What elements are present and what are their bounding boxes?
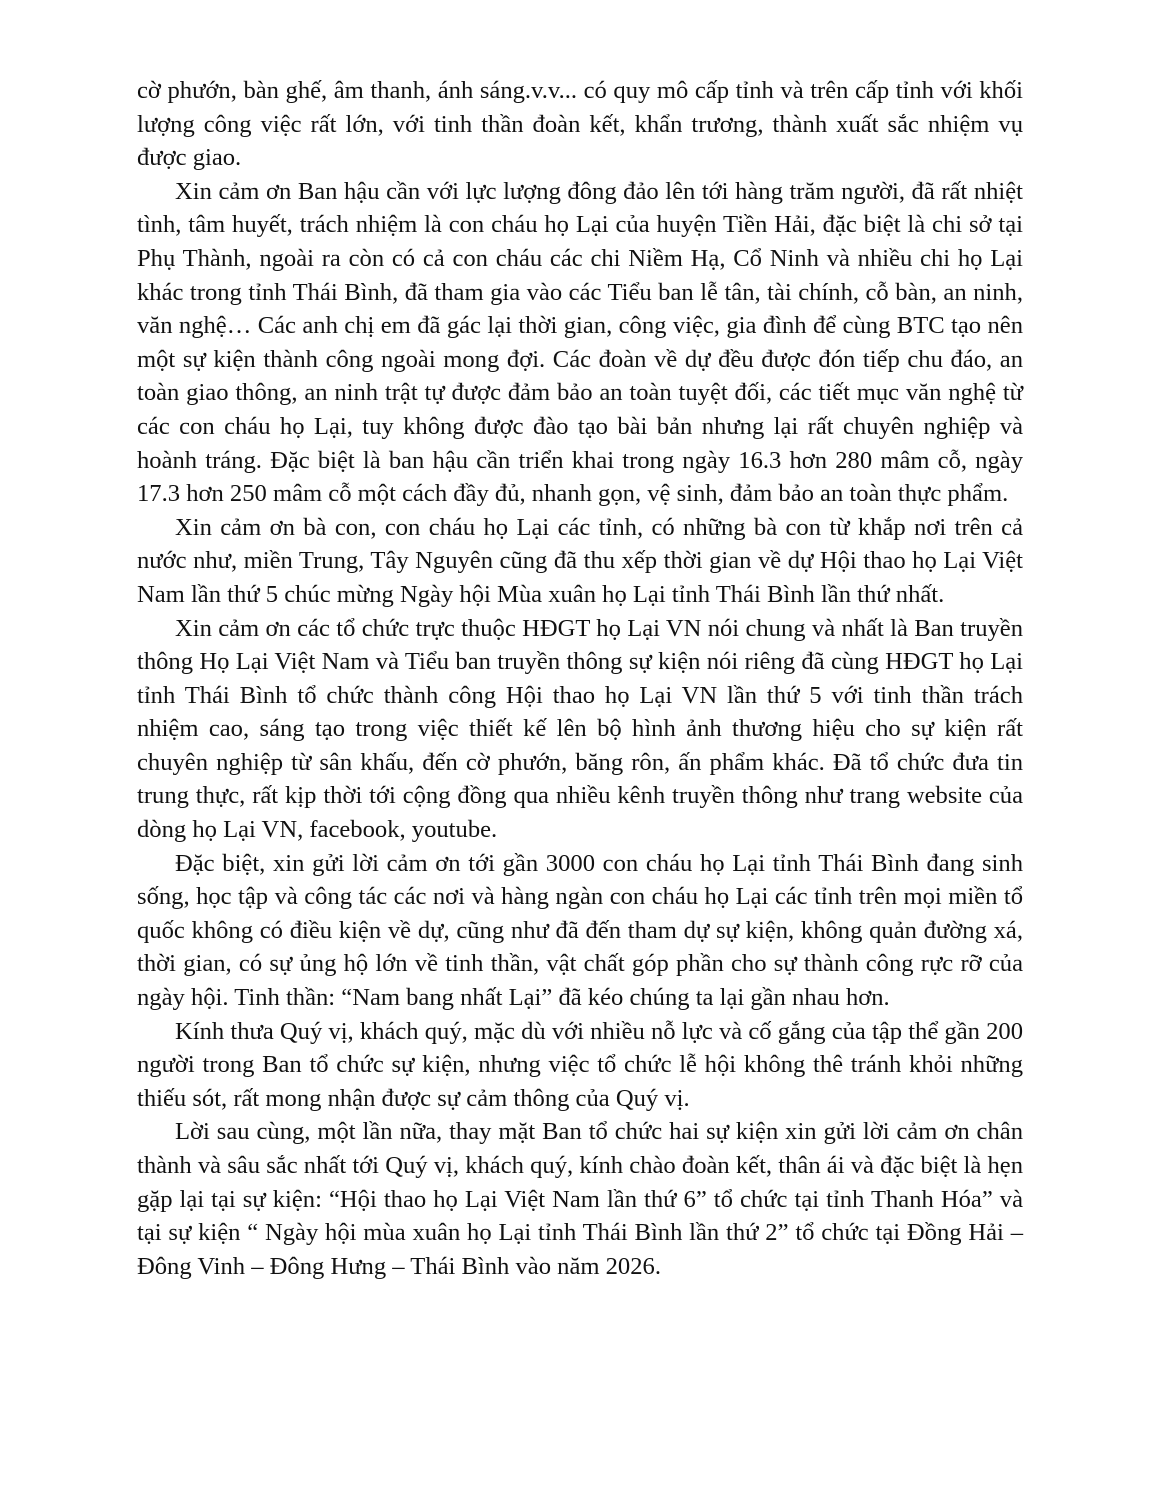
paragraph-thanks-relatives: Xin cảm ơn bà con, con cháu họ Lại các tỉnh, có những bà con từ khắp nơi trên cả nước như, miền Trung, Tây Nguyên cũng đã thu xếp thời gian về dự Hội thao họ Lại Việt Nam lần thứ 5 chúc mừng Ngày hội Mùa xuân họ Lại tỉnh Thái Bình lần thứ nhất. <box>137 513 1023 608</box>
paragraph-thanks-descendants: Đặc biệt, xin gửi lời cảm ơn tới gần 3000 con cháu họ Lại tỉnh Thái Bình đang sinh sống, học tập và công tác các nơi và hàng ngàn con cháu họ Lại các tỉnh trên mọi miền tổ quốc không có điều kiện về dự, cũng như đã đến tham dự sự kiện, không quản đường xá, thời gian, có sự ủng hộ lớn về tinh thần, vật chất góp phần cho sự thành công rực rỡ của ngày hội. Tinh thần: “Nam bang nhất Lại” đã kéo chúng ta lại gần nhau hơn. <box>137 849 1023 1012</box>
paragraph-apology: Kính thưa Quý vị, khách quý, mặc dù với nhiều nỗ lực và cố gắng của tập thể gần 200 người trong Ban tổ chức sự kiện, nhưng việc tổ chức lễ hội không thê tránh khỏi những thiếu sót, rất mong nhận được sự cảm thông của Quý vị. <box>137 1017 1023 1112</box>
paragraph-continuation: cờ phướn, bàn ghế, âm thanh, ánh sáng.v.v... có quy mô cấp tỉnh và trên cấp tỉnh với khối lượng công việc rất lớn, với tinh thần đoàn kết, khẩn trương, thành xuất sắc nhiệm vụ được giao. <box>137 77 1023 172</box>
document-page <box>137 74 1023 1283</box>
paragraph-thanks-media: Xin cảm ơn các tổ chức trực thuộc HĐGT họ Lại VN nói chung và nhất là Ban truyền thông Họ Lại Việt Nam và Tiểu ban truyền thông sự kiện nói riêng đã cùng HĐGT họ Lại tỉnh Thái Bình tổ chức thành công Hội thao họ Lại VN lần thứ 5 với tinh thần trách nhiệm cao, sáng tạo trong việc thiết kế lên bộ hình ảnh thương hiệu cho sự kiện rất chuyên nghiệp từ sân khấu, đến cờ phướn, băng rôn, ấn phẩm khác. Đã tổ chức đưa tin trung thực, rất kịp thời tới cộng đồng qua nhiều kênh truyền thông như trang website của dòng họ Lại VN, facebook, youtube. <box>137 614 1023 844</box>
paragraph-closing: Lời sau cùng, một lần nữa, thay mặt Ban tổ chức hai sự kiện xin gửi lời cảm ơn chân thành và sâu sắc nhất tới Quý vị, khách quý, kính chào đoàn kết, thân ái và đặc biệt là hẹn gặp lại tại sự kiện: “Hội thao họ Lại Việt Nam lần thứ 6” tổ chức tại tỉnh Thanh Hóa” và tại sự kiện “ Ngày hội mùa xuân họ Lại tỉnh Thái Bình lần thứ 2” tổ chức tại Đồng Hải – Đông Vinh – Đông Hưng – Thái Bình vào năm 2026. <box>137 1118 1023 1280</box>
paragraph-thanks-logistics: Xin cảm ơn Ban hậu cần với lực lượng đông đảo lên tới hàng trăm người, đã rất nhiệt tình, tâm huyết, trách nhiệm là con cháu họ Lại của huyện Tiền Hải, đặc biệt là chi sở tại Phụ Thành, ngoài ra còn có cả con cháu các chi Niềm Hạ, Cổ Ninh và nhiều chi họ Lại khác trong tỉnh Thái Bình, đã tham gia vào các Tiểu ban lễ tân, tài chính, cỗ bàn, an ninh, văn nghệ… Các anh chị em đã gác lại thời gian, công việc, gia đình để cùng BTC tạo nên một sự kiện thành công ngoài mong đợi. Các đoàn về dự đều được đón tiếp chu đáo, an toàn giao thông, an ninh trật tự được đảm bảo an toàn tuyệt đối, các tiết mục văn nghệ từ các con cháu họ Lại, tuy không được đào tạo bài bản nhưng lại rất chuyên nghiệp và hoành tráng. Đặc biệt là ban hậu cần triển khai trong ngày 16.3 hơn 280 mâm cỗ, ngày 17.3 hơn 250 mâm cỗ một cách đầy đủ, nhanh gọn, vệ sinh, đảm bảo an toàn thực phẩm. <box>137 177 1023 508</box>
